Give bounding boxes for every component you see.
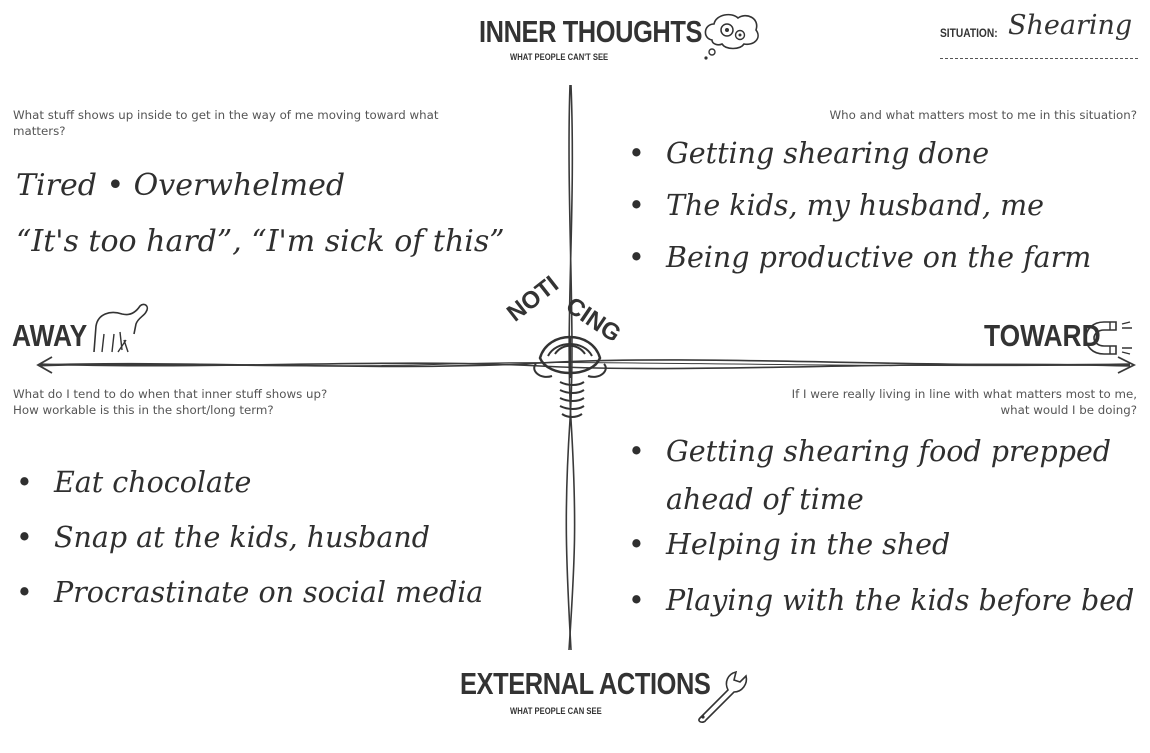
away-label: AWAY [12,318,88,353]
bottom-right-list [622,428,1134,640]
toward-label: TOWARD [984,318,1101,353]
external-actions-subtitle: WHAT PEOPLE CAN SEE [510,706,602,716]
thought-bubble-gears-icon [700,10,762,60]
situation-underline [940,58,1138,59]
bottom-left-question [13,386,483,418]
list-item: • Procrastinate on social media [16,576,484,609]
horizontal-axis [40,360,1130,369]
bottom-left-question-line-2: How workable is this in the short/long term? [13,403,274,417]
list-item: • The kids, my husband, me [628,189,1045,222]
bottom-right-question-line-2: what would I be doing? [1000,403,1137,417]
list-item: • Getting shearing done [628,137,990,170]
list-item: • Snap at the kids, husband [16,521,430,554]
magnet-icon [1082,316,1138,360]
list-item: • Helping in the shed [628,528,951,561]
top-left-question: What stuff shows up inside to get in the way of me moving toward what matters? [13,108,439,138]
top-left-line-1: Tired • Overwhelmed [16,168,346,203]
inner-thoughts-subtitle: WHAT PEOPLE CAN'T SEE [510,52,609,62]
external-actions-title: EXTERNAL ACTIONS [460,666,711,701]
noticing-left: NOTI [502,270,564,328]
list-item: • Playing with the kids before bed [628,584,1135,617]
noticing-label [500,270,640,356]
top-left-line-2: “It's too hard”, “I'm sick of this” [16,224,505,259]
situation-label: SITUATION: [940,26,998,40]
noticing-right: CING [560,292,626,348]
top-right-question: Who and what matters most to me in this situation? [829,108,1137,122]
sheep-icon [88,300,152,356]
list-item: • Being productive on the farm [628,241,1092,274]
bottom-left-list [10,466,483,631]
list-item: • Getting shearing food prepped ahead of time [628,435,1112,516]
bottom-left-question-line-1: What do I tend to do when that inner stuff shows up? [13,387,328,401]
wrench-icon [690,668,752,724]
list-item: • Eat chocolate [16,466,252,499]
bottom-right-question-line-1: If I were really living in line with what matters most to me, [791,387,1137,401]
inner-thoughts-title: INNER THOUGHTS [479,14,703,49]
top-right-list [622,137,1091,293]
bottom-right-question [792,386,1137,418]
situation-value: Shearing [1008,10,1133,41]
